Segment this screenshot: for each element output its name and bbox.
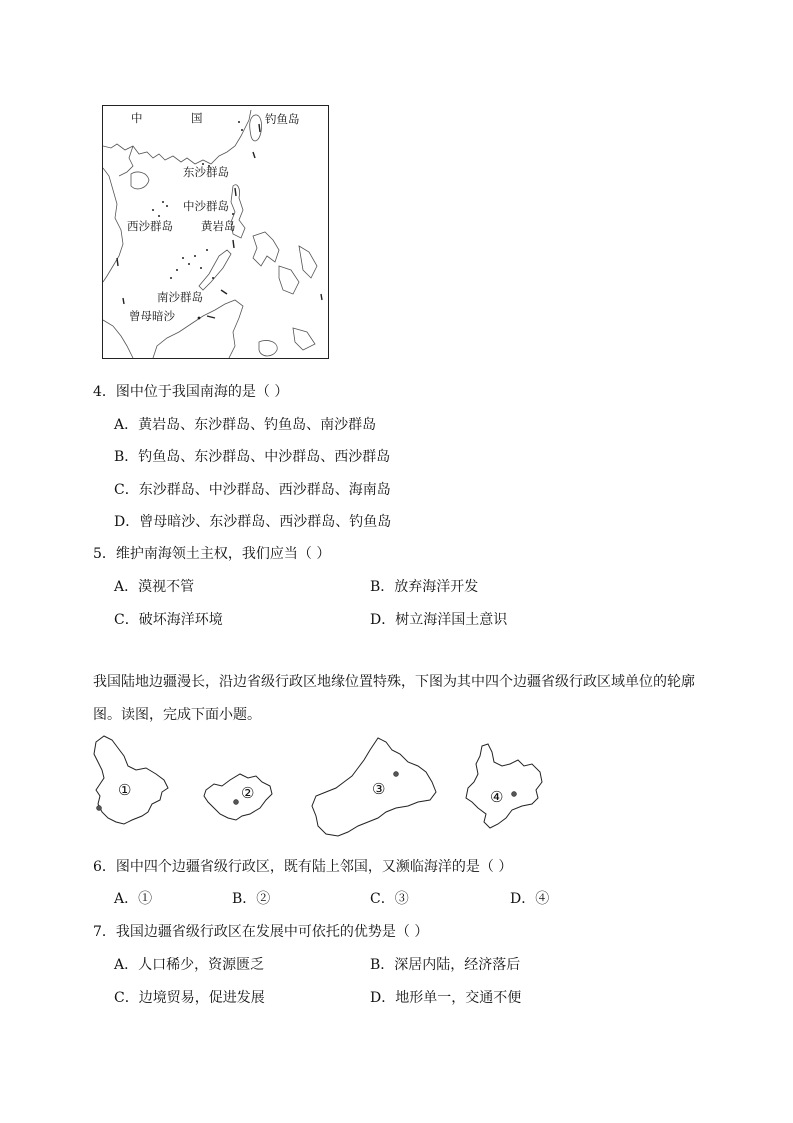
question-5-option-b: B．放弃海洋开发 bbox=[370, 579, 479, 595]
question-7-option-b: B．深居内陆，经济落后 bbox=[370, 957, 521, 973]
label-china-2: 国 bbox=[191, 111, 203, 125]
question-4-option-b: B．钓鱼岛、东沙群岛、中沙群岛、西沙群岛 bbox=[114, 449, 391, 465]
label-china-1: 中 bbox=[131, 111, 143, 125]
label-huangyan-island: 黄岩岛 bbox=[201, 219, 236, 233]
label-nansha-islands: 南沙群岛 bbox=[157, 290, 203, 304]
question-7-option-a: A．人口稀少，资源匮乏 bbox=[114, 957, 265, 973]
province-label-2: ② bbox=[241, 784, 255, 802]
label-xisha-islands: 西沙群岛 bbox=[127, 219, 173, 233]
label-zengmu-ansha: 曾母暗沙 bbox=[129, 309, 175, 323]
question-7-option-c: C．边境贸易，促进发展 bbox=[114, 990, 265, 1006]
question-7-option-d: D．地形单一，交通不便 bbox=[370, 990, 522, 1006]
south-china-sea-map bbox=[102, 105, 329, 359]
question-5-option-a: A．漠视不管 bbox=[114, 579, 195, 595]
question-6-option-b: B．② bbox=[232, 891, 271, 907]
question-4-option-c: C．东沙群岛、中沙群岛、西沙群岛、海南岛 bbox=[114, 482, 391, 498]
question-4-stem: 4．图中位于我国南海的是（ ） bbox=[93, 384, 289, 400]
passage-line-1: 我国陆地边疆漫长，沿边省级行政区地缘位置特殊，下图为其中四个边疆省级行政区域单位的轮廓 bbox=[93, 674, 695, 690]
province-label-4: ④ bbox=[490, 788, 504, 806]
province-label-1: ① bbox=[118, 781, 132, 799]
label-diaoyu-island: 钓鱼岛 bbox=[265, 112, 300, 126]
question-5-option-c: C．破坏海洋环境 bbox=[114, 612, 223, 628]
question-5-stem: 5．维护南海领土主权，我们应当（ ） bbox=[93, 546, 331, 562]
question-7-stem: 7．我国边疆省级行政区在发展中可依托的优势是（ ） bbox=[93, 924, 429, 940]
label-dongsha-islands: 东沙群岛 bbox=[183, 165, 229, 179]
province-outline-4 bbox=[462, 742, 546, 830]
province-label-3: ③ bbox=[372, 780, 386, 798]
question-4-option-a: A．黄岩岛、东沙群岛、钓鱼岛、南沙群岛 bbox=[114, 417, 377, 433]
question-6-stem: 6．图中四个边疆省级行政区，既有陆上邻国，又濒临海洋的是（ ） bbox=[93, 859, 513, 875]
province-outline-2 bbox=[200, 770, 276, 822]
question-5-option-d: D．树立海洋国土意识 bbox=[370, 612, 508, 628]
question-6-option-a: A．① bbox=[114, 891, 153, 907]
label-zhongsha-islands: 中沙群岛 bbox=[183, 199, 229, 213]
question-4-option-d: D．曾母暗沙、东沙群岛、西沙群岛、钓鱼岛 bbox=[114, 514, 392, 530]
question-6-option-d: D．④ bbox=[510, 891, 550, 907]
passage-line-2: 图。读图，完成下面小题。 bbox=[93, 707, 261, 723]
question-6-option-c: C．③ bbox=[370, 891, 409, 907]
